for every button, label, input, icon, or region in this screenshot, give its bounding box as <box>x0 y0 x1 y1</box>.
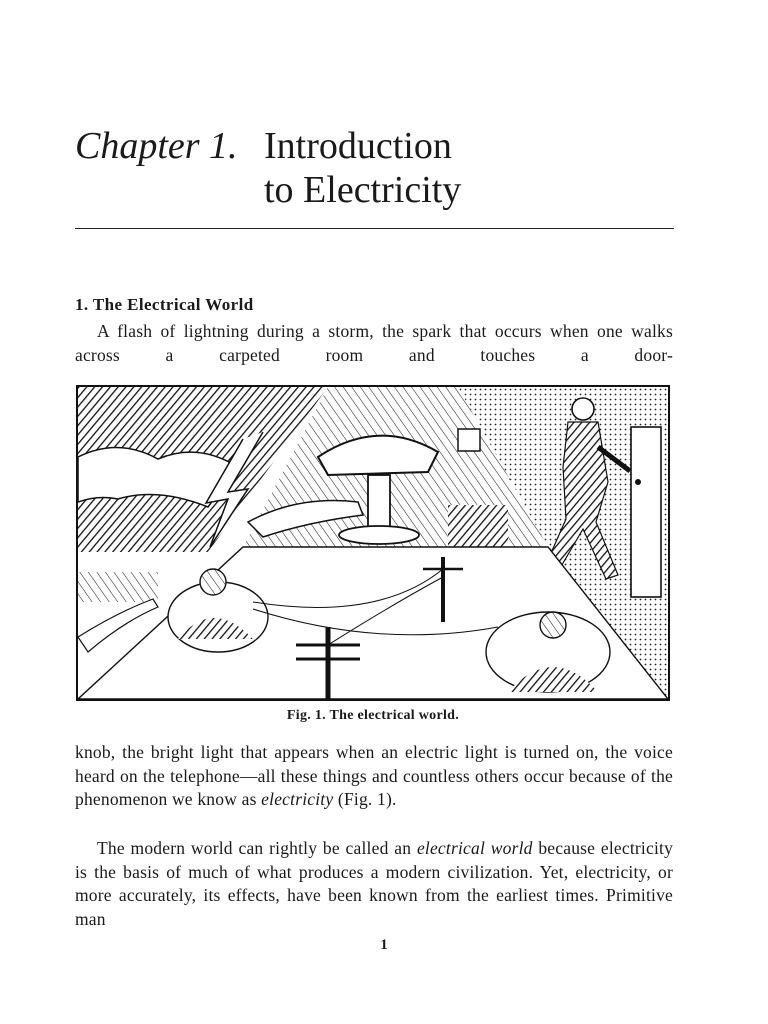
chapter-title <box>75 124 675 211</box>
section-heading: 1. The Electrical World <box>75 295 254 314</box>
paragraph-3 <box>75 837 673 931</box>
books <box>448 505 508 547</box>
caller-left-head <box>200 569 226 595</box>
man-head <box>572 398 594 420</box>
doorknob-icon <box>635 479 641 485</box>
lamp-base <box>339 526 419 544</box>
paragraph-1-text: A flash of lightning during a storm, the spark that occurs when one walks across a carpeted room and touches a door- <box>75 321 673 365</box>
paragraph-3-text-a: The modern world can rightly be called an <box>97 838 417 858</box>
paragraph-2-text-a: knob, the bright light that appears when an electric light is turned on, the voice heard on the telephone—all these things and countless others occur because of the phenomenon we know as <box>75 742 673 809</box>
wall-switch-icon <box>458 429 480 451</box>
city-skyline <box>78 572 158 602</box>
door <box>631 427 661 597</box>
chapter-title-line-1: Introduction <box>264 125 452 167</box>
page-number: 1 <box>380 937 388 953</box>
paragraph-1 <box>75 320 673 367</box>
caller-right-head <box>540 612 566 638</box>
figure-caption: Fig. 1. The electrical world. <box>286 708 460 723</box>
figure-illustration <box>76 385 670 701</box>
lamp-stem <box>368 475 390 530</box>
chapter-label: Chapter 1. <box>75 125 238 167</box>
electrical-world-illustration <box>78 387 668 699</box>
paragraph-3-text-b: because electricity is the basis of much of what produces a modern civilization. Yet, electricity, or more accurately, its effects, have been known from the earliest times. Primitive man <box>75 838 674 929</box>
chapter-divider <box>75 228 674 229</box>
term-electricity: electricity <box>261 789 334 809</box>
term-electrical-world: electrical world <box>416 838 533 858</box>
chapter-title-line-2: to Electricity <box>264 169 462 211</box>
paragraph-2 <box>75 741 673 812</box>
paragraph-2-text-b: (Fig. 1). <box>333 789 397 809</box>
chapter-title-text <box>264 124 461 212</box>
